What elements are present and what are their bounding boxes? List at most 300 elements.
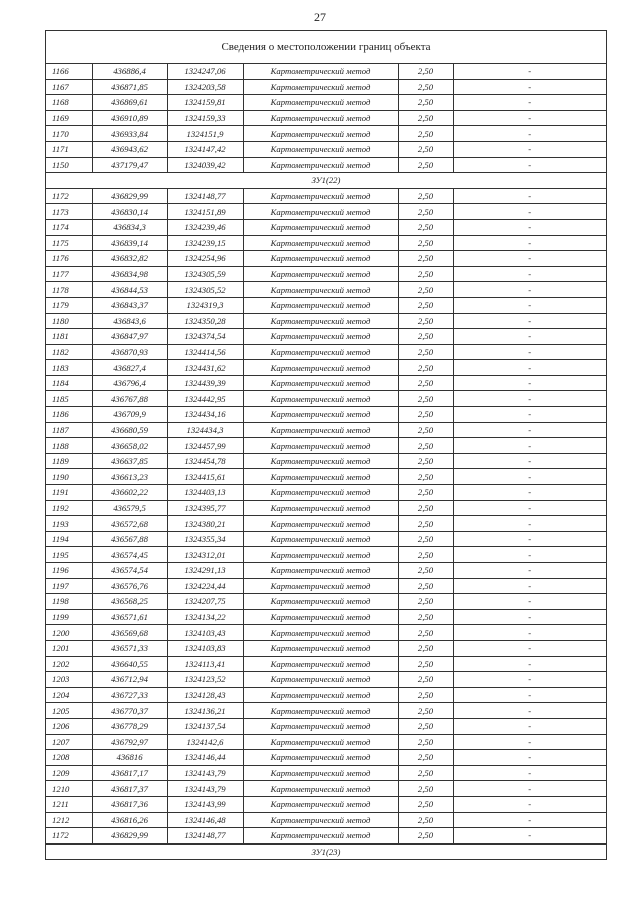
point-number-cell: 1206	[46, 718, 92, 734]
method-cell: Картометрический метод	[243, 734, 398, 750]
y-coordinate-cell: 1324291,13	[167, 563, 243, 579]
y-coordinate-cell: 1324159,33	[167, 110, 243, 126]
point-number-cell: 1166	[46, 64, 92, 79]
method-cell: Картометрический метод	[243, 95, 398, 111]
point-number-cell: 1203	[46, 672, 92, 688]
description-cell: -	[453, 438, 606, 454]
point-number-cell: 1187	[46, 422, 92, 438]
method-cell: Картометрический метод	[243, 516, 398, 532]
x-coordinate-cell: 436579,5	[92, 500, 167, 516]
accuracy-cell: 2,50	[398, 687, 453, 703]
description-cell: -	[453, 765, 606, 781]
method-cell: Картометрический метод	[243, 672, 398, 688]
y-coordinate-cell: 1324142,6	[167, 734, 243, 750]
y-coordinate-cell: 1324457,99	[167, 438, 243, 454]
y-coordinate-cell: 1324123,52	[167, 672, 243, 688]
description-cell: -	[453, 188, 606, 204]
method-cell: Картометрический метод	[243, 282, 398, 298]
x-coordinate-cell: 436847,97	[92, 329, 167, 345]
y-coordinate-cell: 1324203,58	[167, 79, 243, 95]
y-coordinate-cell: 1324403,13	[167, 485, 243, 501]
table-row	[46, 812, 606, 828]
description-cell: -	[453, 718, 606, 734]
accuracy-cell: 2,50	[398, 703, 453, 719]
description-cell: -	[453, 672, 606, 688]
table-row	[46, 438, 606, 454]
method-cell: Картометрический метод	[243, 547, 398, 563]
x-coordinate-cell: 436832,82	[92, 251, 167, 267]
x-coordinate-cell: 436817,36	[92, 796, 167, 812]
y-coordinate-cell: 1324113,41	[167, 656, 243, 672]
y-coordinate-cell: 1324319,3	[167, 297, 243, 313]
accuracy-cell: 2,50	[398, 344, 453, 360]
point-number-cell: 1196	[46, 563, 92, 579]
method-cell: Картометрический метод	[243, 594, 398, 610]
table-row	[46, 266, 606, 282]
point-number-cell: 1184	[46, 375, 92, 391]
description-cell: -	[453, 126, 606, 142]
y-coordinate-cell: 1324239,46	[167, 219, 243, 235]
method-cell: Картометрический метод	[243, 141, 398, 157]
description-cell: -	[453, 563, 606, 579]
table-row	[46, 469, 606, 485]
x-coordinate-cell: 436602,22	[92, 485, 167, 501]
boundary-table-frame	[45, 30, 607, 860]
accuracy-cell: 2,50	[398, 765, 453, 781]
method-cell: Картометрический метод	[243, 640, 398, 656]
y-coordinate-cell: 1324305,52	[167, 282, 243, 298]
x-coordinate-cell: 436829,99	[92, 828, 167, 844]
table-row	[46, 485, 606, 501]
method-cell: Картометрический метод	[243, 750, 398, 766]
point-number-cell: 1201	[46, 640, 92, 656]
y-coordinate-cell: 1324103,43	[167, 625, 243, 641]
y-coordinate-cell: 1324159,81	[167, 95, 243, 111]
y-coordinate-cell: 1324442,95	[167, 391, 243, 407]
description-cell: -	[453, 687, 606, 703]
accuracy-cell: 2,50	[398, 500, 453, 516]
description-cell: -	[453, 219, 606, 235]
point-number-cell: 1200	[46, 625, 92, 641]
table-row	[46, 219, 606, 235]
accuracy-cell: 2,50	[398, 251, 453, 267]
point-number-cell: 1174	[46, 219, 92, 235]
x-coordinate-cell: 436727,33	[92, 687, 167, 703]
x-coordinate-cell: 436796,4	[92, 375, 167, 391]
method-cell: Картометрический метод	[243, 297, 398, 313]
accuracy-cell: 2,50	[398, 297, 453, 313]
x-coordinate-cell: 436569,68	[92, 625, 167, 641]
point-number-cell: 1186	[46, 407, 92, 423]
point-number-cell: 1212	[46, 812, 92, 828]
description-cell: -	[453, 141, 606, 157]
y-coordinate-cell: 1324431,62	[167, 360, 243, 376]
y-coordinate-cell: 1324039,42	[167, 157, 243, 173]
description-cell: -	[453, 204, 606, 220]
description-cell: -	[453, 828, 606, 844]
accuracy-cell: 2,50	[398, 360, 453, 376]
accuracy-cell: 2,50	[398, 625, 453, 641]
accuracy-cell: 2,50	[398, 313, 453, 329]
method-cell: Картометрический метод	[243, 266, 398, 282]
accuracy-cell: 2,50	[398, 79, 453, 95]
table-row	[46, 110, 606, 126]
y-coordinate-cell: 1324151,89	[167, 204, 243, 220]
y-coordinate-cell: 1324151,9	[167, 126, 243, 142]
table-row	[46, 297, 606, 313]
y-coordinate-cell: 1324148,77	[167, 188, 243, 204]
point-number-cell: 1211	[46, 796, 92, 812]
method-cell: Картометрический метод	[243, 625, 398, 641]
description-cell: -	[453, 79, 606, 95]
y-coordinate-cell: 1324207,75	[167, 594, 243, 610]
accuracy-cell: 2,50	[398, 391, 453, 407]
accuracy-cell: 2,50	[398, 329, 453, 345]
table-row	[46, 79, 606, 95]
x-coordinate-cell: 436844,53	[92, 282, 167, 298]
point-number-cell: 1195	[46, 547, 92, 563]
description-cell: -	[453, 485, 606, 501]
method-cell: Картометрический метод	[243, 251, 398, 267]
description-cell: -	[453, 594, 606, 610]
method-cell: Картометрический метод	[243, 375, 398, 391]
x-coordinate-cell: 436658,02	[92, 438, 167, 454]
accuracy-cell: 2,50	[398, 95, 453, 111]
point-number-cell: 1167	[46, 79, 92, 95]
method-cell: Картометрический метод	[243, 812, 398, 828]
table-title: Сведения о местоположении границ объекта	[46, 31, 606, 64]
point-number-cell: 1194	[46, 531, 92, 547]
description-cell: -	[453, 703, 606, 719]
description-cell: -	[453, 500, 606, 516]
x-coordinate-cell: 436910,89	[92, 110, 167, 126]
accuracy-cell: 2,50	[398, 453, 453, 469]
point-number-cell: 1204	[46, 687, 92, 703]
point-number-cell: 1188	[46, 438, 92, 454]
point-number-cell: 1193	[46, 516, 92, 532]
method-cell: Картометрический метод	[243, 781, 398, 797]
y-coordinate-cell: 1324128,43	[167, 687, 243, 703]
y-coordinate-cell: 1324224,44	[167, 578, 243, 594]
y-coordinate-cell: 1324239,15	[167, 235, 243, 251]
accuracy-cell: 2,50	[398, 672, 453, 688]
accuracy-cell: 2,50	[398, 141, 453, 157]
x-coordinate-cell: 436568,25	[92, 594, 167, 610]
table-row	[46, 640, 606, 656]
accuracy-cell: 2,50	[398, 110, 453, 126]
description-cell: -	[453, 578, 606, 594]
x-coordinate-cell: 436933,84	[92, 126, 167, 142]
description-cell: -	[453, 407, 606, 423]
table-row	[46, 531, 606, 547]
y-coordinate-cell: 1324147,42	[167, 141, 243, 157]
point-number-cell: 1205	[46, 703, 92, 719]
table-row	[46, 329, 606, 345]
x-coordinate-cell: 436792,97	[92, 734, 167, 750]
method-cell: Картометрический метод	[243, 500, 398, 516]
table-row	[46, 141, 606, 157]
table-row	[46, 64, 606, 79]
description-cell: -	[453, 656, 606, 672]
description-cell: -	[453, 375, 606, 391]
description-cell: -	[453, 469, 606, 485]
x-coordinate-cell: 436816	[92, 750, 167, 766]
accuracy-cell: 2,50	[398, 126, 453, 142]
x-coordinate-cell: 436830,14	[92, 204, 167, 220]
table-row	[46, 781, 606, 797]
accuracy-cell: 2,50	[398, 578, 453, 594]
table-row	[46, 344, 606, 360]
accuracy-cell: 2,50	[398, 188, 453, 204]
x-coordinate-cell: 436817,37	[92, 781, 167, 797]
accuracy-cell: 2,50	[398, 750, 453, 766]
accuracy-cell: 2,50	[398, 828, 453, 844]
table-row	[46, 703, 606, 719]
table-row	[46, 828, 606, 844]
table-row	[46, 625, 606, 641]
y-coordinate-cell: 1324355,34	[167, 531, 243, 547]
x-coordinate-cell: 436637,85	[92, 453, 167, 469]
point-number-cell: 1191	[46, 485, 92, 501]
table-row	[46, 391, 606, 407]
table-row	[46, 687, 606, 703]
x-coordinate-cell: 436680,59	[92, 422, 167, 438]
description-cell: -	[453, 640, 606, 656]
table-row	[46, 750, 606, 766]
description-cell: -	[453, 516, 606, 532]
accuracy-cell: 2,50	[398, 812, 453, 828]
y-coordinate-cell: 1324148,77	[167, 828, 243, 844]
method-cell: Картометрический метод	[243, 563, 398, 579]
x-coordinate-cell: 436816,26	[92, 812, 167, 828]
description-cell: -	[453, 297, 606, 313]
method-cell: Картометрический метод	[243, 360, 398, 376]
y-coordinate-cell: 1324434,16	[167, 407, 243, 423]
y-coordinate-cell: 1324137,54	[167, 718, 243, 734]
x-coordinate-cell: 436770,37	[92, 703, 167, 719]
x-coordinate-cell: 436709,9	[92, 407, 167, 423]
method-cell: Картометрический метод	[243, 344, 398, 360]
point-number-cell: 1181	[46, 329, 92, 345]
y-coordinate-cell: 1324374,54	[167, 329, 243, 345]
description-cell: -	[453, 282, 606, 298]
point-number-cell: 1172	[46, 828, 92, 844]
point-number-cell: 1176	[46, 251, 92, 267]
accuracy-cell: 2,50	[398, 656, 453, 672]
table-row	[46, 672, 606, 688]
description-cell: -	[453, 734, 606, 750]
x-coordinate-cell: 436712,94	[92, 672, 167, 688]
accuracy-cell: 2,50	[398, 640, 453, 656]
y-coordinate-cell: 1324439,39	[167, 375, 243, 391]
x-coordinate-cell: 436576,76	[92, 578, 167, 594]
point-number-cell: 1179	[46, 297, 92, 313]
accuracy-cell: 2,50	[398, 438, 453, 454]
accuracy-cell: 2,50	[398, 235, 453, 251]
coordinates-table	[46, 64, 606, 844]
method-cell: Картометрический метод	[243, 219, 398, 235]
table-row	[46, 609, 606, 625]
point-number-cell: 1185	[46, 391, 92, 407]
point-number-cell: 1198	[46, 594, 92, 610]
description-cell: -	[453, 609, 606, 625]
table-row	[46, 95, 606, 111]
table-row	[46, 594, 606, 610]
y-coordinate-cell: 1324380,21	[167, 516, 243, 532]
method-cell: Картометрический метод	[243, 656, 398, 672]
table-row	[46, 500, 606, 516]
x-coordinate-cell: 437179,47	[92, 157, 167, 173]
point-number-cell: 1173	[46, 204, 92, 220]
table-row	[46, 578, 606, 594]
method-cell: Картометрический метод	[243, 796, 398, 812]
method-cell: Картометрический метод	[243, 609, 398, 625]
method-cell: Картометрический метод	[243, 188, 398, 204]
y-coordinate-cell: 1324395,77	[167, 500, 243, 516]
table-row	[46, 796, 606, 812]
accuracy-cell: 2,50	[398, 609, 453, 625]
point-number-cell: 1178	[46, 282, 92, 298]
table-row	[46, 656, 606, 672]
point-number-cell: 1189	[46, 453, 92, 469]
table-row	[46, 282, 606, 298]
x-coordinate-cell: 436943,62	[92, 141, 167, 157]
y-coordinate-cell: 1324136,21	[167, 703, 243, 719]
method-cell: Картометрический метод	[243, 438, 398, 454]
point-number-cell: 1150	[46, 157, 92, 173]
method-cell: Картометрический метод	[243, 422, 398, 438]
method-cell: Картометрический метод	[243, 235, 398, 251]
point-number-cell: 1202	[46, 656, 92, 672]
method-cell: Картометрический метод	[243, 485, 398, 501]
x-coordinate-cell: 436571,33	[92, 640, 167, 656]
description-cell: -	[453, 235, 606, 251]
accuracy-cell: 2,50	[398, 469, 453, 485]
method-cell: Картометрический метод	[243, 110, 398, 126]
accuracy-cell: 2,50	[398, 485, 453, 501]
table-row	[46, 313, 606, 329]
x-coordinate-cell: 436567,88	[92, 531, 167, 547]
y-coordinate-cell: 1324146,48	[167, 812, 243, 828]
description-cell: -	[453, 531, 606, 547]
point-number-cell: 1177	[46, 266, 92, 282]
method-cell: Картометрический метод	[243, 703, 398, 719]
accuracy-cell: 2,50	[398, 204, 453, 220]
method-cell: Картометрический метод	[243, 313, 398, 329]
y-coordinate-cell: 1324414,56	[167, 344, 243, 360]
section-break	[46, 173, 606, 189]
table-row	[46, 360, 606, 376]
x-coordinate-cell: 436834,3	[92, 219, 167, 235]
x-coordinate-cell: 436843,6	[92, 313, 167, 329]
point-number-cell: 1210	[46, 781, 92, 797]
description-cell: -	[453, 391, 606, 407]
accuracy-cell: 2,50	[398, 266, 453, 282]
description-cell: -	[453, 812, 606, 828]
x-coordinate-cell: 436886,4	[92, 64, 167, 79]
x-coordinate-cell: 436870,93	[92, 344, 167, 360]
description-cell: -	[453, 796, 606, 812]
description-cell: -	[453, 313, 606, 329]
y-coordinate-cell: 1324254,96	[167, 251, 243, 267]
y-coordinate-cell: 1324134,22	[167, 609, 243, 625]
accuracy-cell: 2,50	[398, 531, 453, 547]
description-cell: -	[453, 360, 606, 376]
description-cell: -	[453, 781, 606, 797]
y-coordinate-cell: 1324143,99	[167, 796, 243, 812]
point-number-cell: 1197	[46, 578, 92, 594]
table-row	[46, 734, 606, 750]
x-coordinate-cell: 436572,68	[92, 516, 167, 532]
point-number-cell: 1180	[46, 313, 92, 329]
x-coordinate-cell: 436640,55	[92, 656, 167, 672]
x-coordinate-cell: 436767,88	[92, 391, 167, 407]
y-coordinate-cell: 1324305,59	[167, 266, 243, 282]
coordinates-rows-a	[46, 64, 606, 173]
accuracy-cell: 2,50	[398, 594, 453, 610]
method-cell: Картометрический метод	[243, 469, 398, 485]
accuracy-cell: 2,50	[398, 547, 453, 563]
point-number-cell: 1207	[46, 734, 92, 750]
accuracy-cell: 2,50	[398, 718, 453, 734]
x-coordinate-cell: 436839,14	[92, 235, 167, 251]
description-cell: -	[453, 329, 606, 345]
point-number-cell: 1175	[46, 235, 92, 251]
accuracy-cell: 2,50	[398, 734, 453, 750]
table-row	[46, 235, 606, 251]
description-cell: -	[453, 110, 606, 126]
point-number-cell: 1199	[46, 609, 92, 625]
method-cell: Картометрический метод	[243, 79, 398, 95]
accuracy-cell: 2,50	[398, 64, 453, 79]
accuracy-cell: 2,50	[398, 282, 453, 298]
x-coordinate-cell: 436613,23	[92, 469, 167, 485]
accuracy-cell: 2,50	[398, 781, 453, 797]
accuracy-cell: 2,50	[398, 422, 453, 438]
coordinates-rows-b	[46, 188, 606, 843]
method-cell: Картометрический метод	[243, 765, 398, 781]
x-coordinate-cell: 436778,29	[92, 718, 167, 734]
description-cell: -	[453, 64, 606, 79]
table-row	[46, 251, 606, 267]
point-number-cell: 1208	[46, 750, 92, 766]
x-coordinate-cell: 436869,61	[92, 95, 167, 111]
table-row	[46, 204, 606, 220]
y-coordinate-cell: 1324415,61	[167, 469, 243, 485]
description-cell: -	[453, 157, 606, 173]
point-number-cell: 1168	[46, 95, 92, 111]
point-number-cell: 1182	[46, 344, 92, 360]
table-row	[46, 126, 606, 142]
x-coordinate-cell: 436871,85	[92, 79, 167, 95]
y-coordinate-cell: 1324434,3	[167, 422, 243, 438]
section-break-row	[46, 173, 606, 189]
description-cell: -	[453, 422, 606, 438]
accuracy-cell: 2,50	[398, 219, 453, 235]
table-row	[46, 563, 606, 579]
method-cell: Картометрический метод	[243, 64, 398, 79]
table-row	[46, 375, 606, 391]
method-cell: Картометрический метод	[243, 453, 398, 469]
y-coordinate-cell: 1324247,06	[167, 64, 243, 79]
description-cell: -	[453, 266, 606, 282]
table-row	[46, 516, 606, 532]
y-coordinate-cell: 1324103,83	[167, 640, 243, 656]
point-number-cell: 1172	[46, 188, 92, 204]
x-coordinate-cell: 436827,4	[92, 360, 167, 376]
method-cell: Картометрический метод	[243, 126, 398, 142]
accuracy-cell: 2,50	[398, 563, 453, 579]
